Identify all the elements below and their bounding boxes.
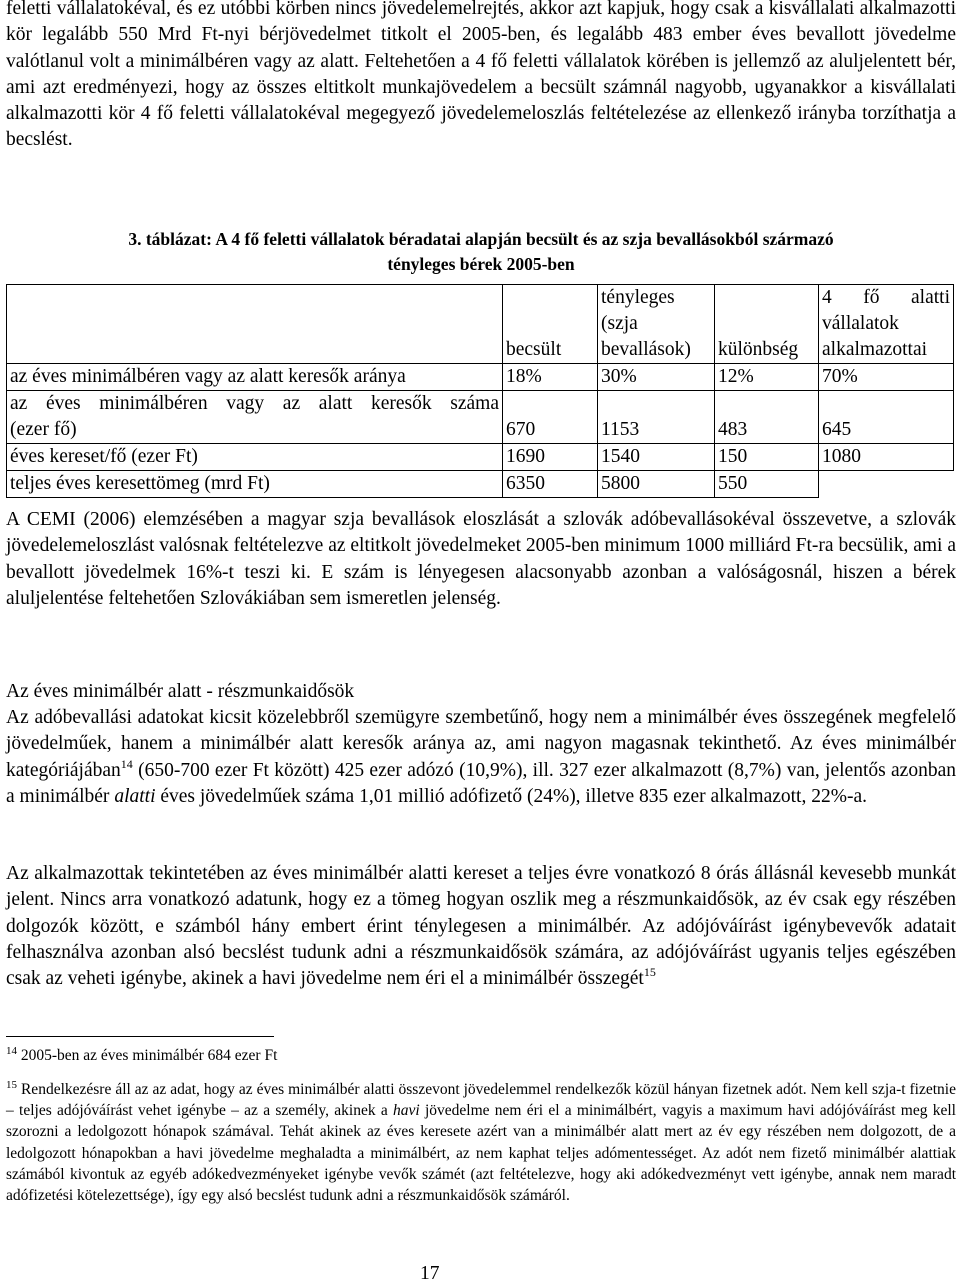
header-label: bevallások) [601, 339, 691, 360]
row-label: éves kereset/fő (ezer Ft) [7, 444, 503, 471]
body-paragraph [6, 705, 956, 810]
table-row [7, 444, 954, 471]
row-label: teljes éves keresettömeg (mrd Ft) [7, 471, 503, 498]
header-kulonbseg [715, 285, 819, 364]
cell-kulonbseg: 550 [715, 471, 819, 498]
text-run: Az alkalmazottak tekintetében az éves minimálbér alatti kereset a teljes évre vonatkozó 8 órás állásnál kevesebb munkát jelent. Nincs arra vonatkozó adatunk, hogy ez a tömeg hogyan oszlik meg a részmunkaidősök, az év csak egy részében dolgozók között, e számból hány embert érint ténylegesen a minimálbér. Az adójóváírást igénybevevők adatait felhasználva azonban alsó becslést tudunk adni a részmunkaidősök számára, az adójóváírást ugyanis teljes egészében csak az veheti igénybe, akinek a havi jövedelme nem éri el a minimálbér összegét [6, 863, 956, 990]
table-row [7, 471, 954, 498]
cell-becsult: 6350 [503, 471, 598, 498]
cell-alatti-empty [819, 471, 954, 498]
row-label [7, 391, 503, 444]
text-run: Az adóbevallási adatokat kicsit közelebbről szemügyre szembetűnő, hogy nem a minimálbér éves összegének megfelelő jövedelműek, hanem a minimálbér alatt keresők aránya az, ami nagyon magasnak tekinthető. Az éves minimálbér kategóriájában [6, 707, 956, 781]
cell-becsult: 670 [503, 391, 598, 444]
header-4fo-alatti [819, 285, 954, 364]
cell-becsult: 18% [503, 364, 598, 391]
footnote-text: 2005-ben az éves minimálbér 684 ezer Ft [17, 1047, 278, 1064]
body-paragraph [6, 861, 956, 992]
cell-kulonbseg: 483 [715, 391, 819, 444]
table-caption [6, 227, 956, 277]
cell-tenyleges: 5800 [598, 471, 715, 498]
cell-alatti: 70% [819, 364, 954, 391]
text-run: éves jövedelműek száma 1,01 millió adófizető (24%), illetve 835 ezer alkalmazott, 22%-a. [155, 785, 867, 807]
footnote-italic-text: havi [393, 1102, 420, 1120]
data-table [6, 284, 954, 498]
header-tenyleges [598, 285, 715, 364]
header-label: vállalatok [822, 313, 899, 334]
cell-alatti: 1080 [819, 444, 954, 471]
italic-text-run: alatti [114, 785, 156, 807]
section-heading: Az éves minimálbér alatt - részmunkaidősök [6, 681, 355, 702]
footnote-number: 15 [6, 1079, 17, 1091]
footnote-number: 14 [6, 1045, 17, 1057]
cell-kulonbseg: 150 [715, 444, 819, 471]
row-label-line: az éves minimálbéren vagy az alatt keresők száma [10, 393, 499, 414]
header-label: tényleges [601, 287, 675, 308]
header-empty-cell [7, 285, 503, 364]
header-label: 4 fő alatti [822, 287, 950, 308]
table-row [7, 364, 954, 391]
footnote-text: Rendelkezésre áll az az adat, hogy az éves minimálbér alatti összevont jövedelemmel rendelkezők közül hányan fizetnek adót. Nem kell szja-t fizetnie – teljes adójóváírást vehet igénybe – az a személy, akinek a [6, 1081, 956, 1120]
footnote-ref[interactable]: 14 [120, 756, 133, 771]
header-becsult [503, 285, 598, 364]
footnote [6, 1079, 956, 1206]
cell-kulonbseg: 12% [715, 364, 819, 391]
footnote-ref[interactable]: 15 [643, 965, 656, 980]
row-label: az éves minimálbéren vagy az alatt keresők aránya [7, 364, 503, 391]
table-header-row [7, 285, 954, 364]
body-paragraph: feletti vállalatokéval, és ez utóbbi körben nincs jövedelemelrejtés, akkor azt kapjuk, hogy csak a kisvállalati alkalmazotti kör legalább 550 Mrd Ft-nyi bérjövedelmet titkolt el 2005-ben, és legalább 483 ember éves bevallott jövedelme valótlanul volt a minimálbéren vagy az alatt. Feltehetően a 4 fő feletti vállalatok körében is jellemző az aluljelentett bér, ami azt eredményezi, hogy az összes eltitkolt munkajövedelem a becsült számnál nagyobb, ugyanakkor a kisvállalati alkalmazotti kör 4 fő feletti vállalatokéval megegyező jövedelemeloszlás feltételezése az ellenkező irányba torzíthatja a becslést. [6, 0, 956, 151]
table-row [7, 391, 954, 444]
cell-tenyleges: 1153 [598, 391, 715, 444]
table-caption-line: tényleges bérek 2005-ben [387, 254, 575, 274]
text-run: (650-700 ezer Ft között) 425 ezer adózó (10,9%), ill. 327 ezer alkalmazott (8,7%) van, jelentős azonban a minimálbér [6, 759, 956, 807]
table-caption-line: 3. táblázat: A 4 fő feletti vállalatok béradatai alapján becsült és az szja bevallásokból származó [128, 229, 834, 249]
footnote-text: jövedelme nem éri el a minimálbért, vagyis a maximum havi adójóváírást meg kell szorozni a ledolgozott hónapok számával. Tehát akinek az éves keresete azért van a minimálbér alatt mert az év egy részében nem dolgozott, de a ledolgozott hónapokban a havi jövedelme meghaladta a minimálbért, az nem kaphat teljes adómentességet. Az adót nem fizető minimálbér alattiak számából kivontuk az egyéb adókedvezményeket igénybe vevők számét (azt feltételezve, hogy aki adókedvezményt vett igénybe, annak nem maradt adófizetési kötelezettsége), így egy alsó becslést tudunk adni a részmunkaidősök számáról. [6, 1102, 956, 1205]
header-label: (szja [601, 313, 638, 334]
page-number: 17 [420, 1263, 440, 1284]
footnote-separator [6, 1036, 274, 1037]
cell-tenyleges: 1540 [598, 444, 715, 471]
cell-becsult: 1690 [503, 444, 598, 471]
header-label: különbség [718, 339, 799, 360]
row-label-line: (ezer fő) [10, 419, 77, 440]
cell-tenyleges: 30% [598, 364, 715, 391]
body-paragraph: A CEMI (2006) elemzésében a magyar szja bevallások eloszlását a szlovák adóbevallásokéval összevetve, a szlovák jövedelemeloszlást valósnak feltételezve az eltitkolt jövedelmeket 2005-ben minimum 1000 milliárd Ft-ra becsülik, ami a bevallott jövedelmek 16%-t teszi ki. E szám is lényegesen alacsonyabb azonban a valóságosnál, hiszen a bérek aluljelentése feltehetően Szlovákiában sem ismeretlen jelenség. [6, 509, 956, 609]
header-label: alkalmazottai [822, 339, 928, 360]
header-label: becsült [506, 339, 562, 360]
cell-alatti: 645 [819, 391, 954, 444]
footnote [6, 1046, 956, 1066]
